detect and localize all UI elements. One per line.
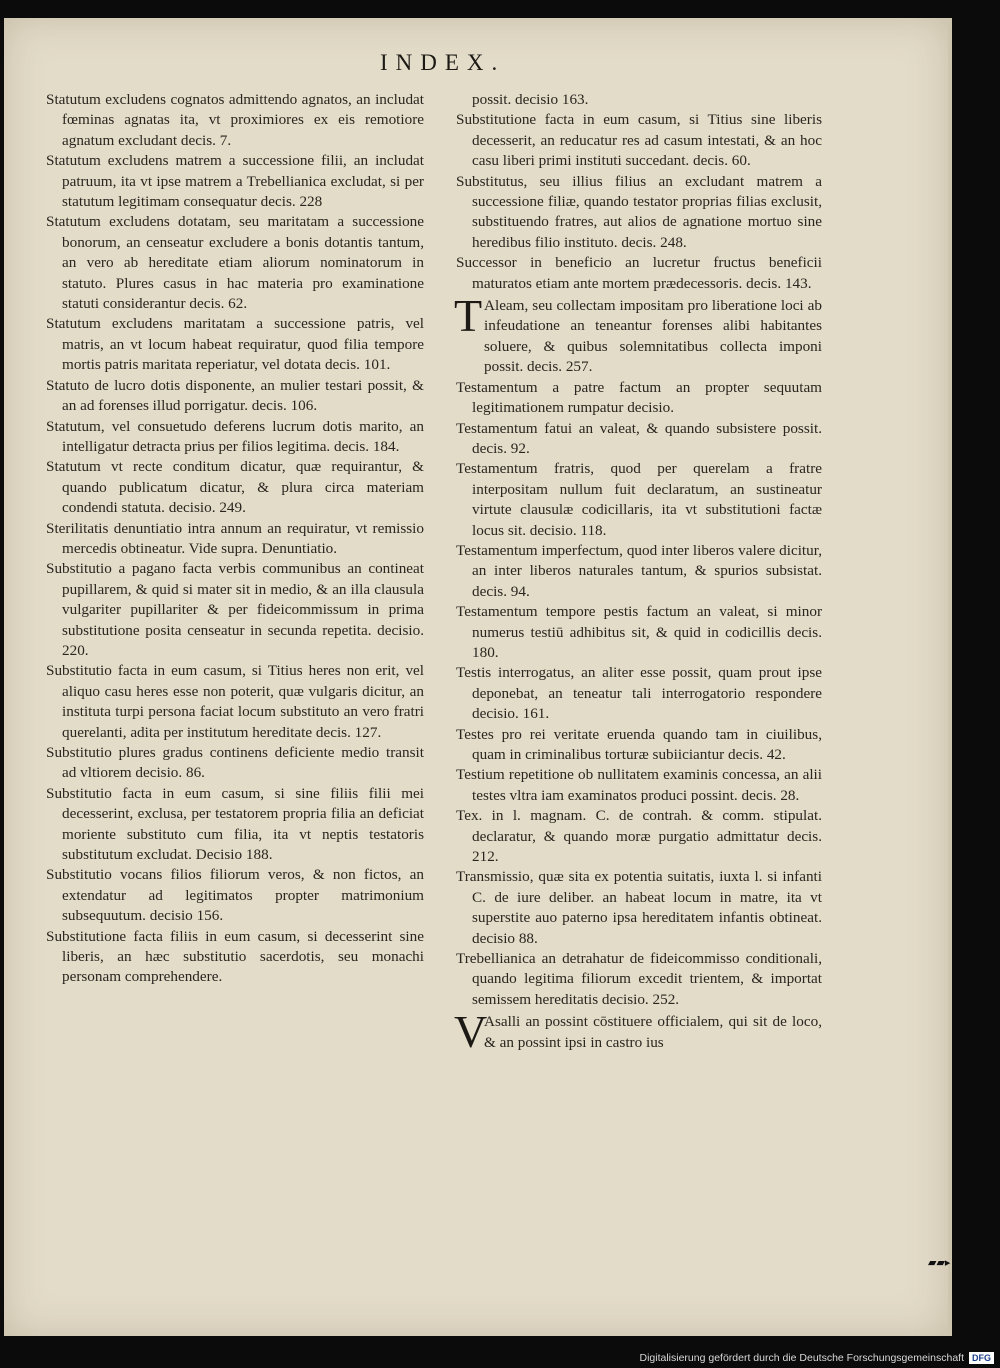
index-entry: Transmissio, quæ sita ex potentia suitatis, iuxta l. si infanti C. de iure deliber. an habeat locum in matre, ita vt superstite auo paterno ipsa hereditatem infantis obtineat. decisio 88. (456, 868, 822, 947)
letter-section (454, 290, 822, 378)
index-entry: Substitutione facta filiis in eum casum, si decesserint sine liberis, an hæc substitutio sacerdotis, seu monachi personam comprehendere. (46, 927, 424, 986)
index-entry: Statutum, vel consuetudo deferens lucrum dotis marito, an intelligatur detracta prius per filios legitima. decis. 184. (46, 417, 424, 455)
index-entry: Testamentum a patre factum an propter sequutam legitimationem rumpatur decisio. (456, 378, 822, 417)
index-entry: Trebellianica an detrahatur de fideicommisso conditionali, quando legitima filiorum excedit trientem, & importat semissem hereditatis decisio. 252. (456, 950, 822, 1008)
index-entry: Asalli an possint cōstituere officialem, qui sit de loco, & an possint ipsi in castro ius (484, 1013, 822, 1051)
left-column (44, 90, 424, 988)
index-entry: Statutum vt recte conditum dicatur, quæ requirantur, & quando publicatum dicatur, & plura circa materiam condendi statuta. decisio. 249. (46, 458, 424, 517)
index-entry: Substitutio plures gradus continens deficiente medio transit ad vltiorem decisio. 86. (46, 744, 424, 782)
index-entry: Testamentum fratris, quod per querelam a fratre interpositam nullum fuit declaratum, an sustineatur virtute clausulæ codicillaris, ita vt substitutioni factæ locus sit. decisio. 118. (456, 460, 822, 539)
index-entry: Substitutione facta in eum casum, si Titius sine liberis decesserit, an reducatur res ad casum intestati, & an hoc casu liberi primi instituti succedant. decis. 60. (456, 111, 822, 170)
index-entry: Substitutio facta in eum casum, si sine filiis filii mei decesserint, exclusa, per testatorem propria filia an deficiat moriente substituto cum filia, ita vt neptis testatoris substitutum excludat. Decisio 188. (46, 784, 424, 864)
index-entry: Statutum excludens maritatam a successione patris, vel matris, an vt locum habeat requiratur, quod filia tempore mortis patris maritata reperiatur, vel dotata decis. 101. (46, 315, 424, 374)
index-entry: Aleam, seu collectam impositam pro liberatione loci ab infeudatione an teneantur forenses alibi habitantes soluere, & quibus solemnitatibus collecta imponi possit. decis. 257. (484, 297, 822, 376)
index-entry: Testamentum imperfectum, quod inter liberos valere dicitur, an inter liberos naturales tantum, & spurios subsistat. decis. 94. (456, 541, 822, 600)
index-entry: Testamentum fatui an valeat, & quando subsistere possit. decis. 92. (456, 419, 822, 457)
index-entry: Statutum excludens matrem a successione filii, an includat patruum, ita vt ipse matrem a Trebellianica excludat, si per statutum legitimam consequatur decis. 228 (46, 152, 424, 211)
letter-section (454, 1006, 822, 1058)
index-entry: Testes pro rei veritate eruenda quando tam in ciuilibus, quam in criminalibus torturæ subiiciantur decis. 42. (456, 725, 822, 763)
index-entry: Tex. in l. magnam. C. de contrah. & comm. stipulat. declaratur, & quando moræ purgatio admittatur decis. 212. (456, 807, 822, 866)
index-entry: Substitutio facta in eum casum, si Titius heres non erit, vel aliquo casu heres esse non poterit, quæ vulgaris dicitur, an instituta turpi persona faciat locum substituto an vero fratri querelanti, adita per institutum hereditate decis. 127. (46, 662, 424, 741)
index-entry: Testamentum tempore pestis factum an valeat, si minor numerus testiū adhibitus sit, & quid in codicillis decis. 180. (456, 603, 822, 661)
dfg-logo: DFG (969, 1352, 994, 1364)
index-entry: Substitutio a pagano facta verbis communibus an contineat pupillarem, & quid si mater sit in medio, & an illa clausula vulgariter pupillariter & per fideicommissum in prima substitutione posita censeatur in secunda repetita. decisio. 220. (46, 560, 424, 659)
page-edge (948, 18, 952, 1336)
index-entry-continuation: possit. decisio 163. (472, 91, 589, 108)
index-entry: Substitutio vocans filios filiorum veros, & non fictos, an extendatur ad legitimatos propter matrimonium subsequutum. decisio 156. (46, 866, 424, 925)
index-entry: Statutum excludens cognatos admittendo agnatos, an includat fœminas agnatas ita, vt proximiores ex eis remotiore agnatum excludant decis. 7. (46, 91, 424, 149)
index-entry: Testium repetitione ob nullitatem examinis concessa, an alii testes vltra iam examinatos produci possint. decis. 28. (456, 766, 822, 804)
index-entry: Statutum excludens dotatam, seu maritatam a successione bonorum, an censeatur excludere a bonis dotantis tantum, an vero ab hereditate etiam aliorum nominatorum in statuto. Plures casus in hac materia pro examinatione statuti considerantur decis. 62. (46, 213, 424, 313)
funding-note: Digitalisierung gefördert durch die Deutsche Forschungsgemeinschaft (639, 1352, 964, 1364)
index-entry: Sterilitatis denuntiatio intra annum an requiratur, vt remissio mercedis obtineatur. Vide supra. Denuntiatio. (46, 519, 424, 557)
index-entry: Testis interrogatus, an aliter esse possit, quam prout ipse deponebat, an teneatur tali interrogatorio respondere decisio. 161. (456, 664, 822, 723)
page-mark-icon: ▰▰▸ (928, 1256, 951, 1269)
running-head: INDEX. (380, 50, 506, 75)
index-entry: Substitutus, seu illius filius an excludant matrem a successione filiæ, quando testator proprias filias exclusit, substituendo fratres, aut alios de agnatione mortuo sine heredibus filio instituto. decis. 248. (456, 172, 822, 251)
right-column (454, 90, 822, 1058)
index-entry: Statuto de lucro dotis disponente, an mulier testari possit, & an ad forenses illud porrigatur. decis. 106. (46, 376, 424, 415)
index-entry: Successor in beneficio an lucretur fructus beneficii maturatos etiam ante mortem prædecessoris. decis. 143. (456, 254, 822, 292)
section-initial: V (454, 1006, 488, 1058)
section-initial: T (454, 290, 483, 342)
